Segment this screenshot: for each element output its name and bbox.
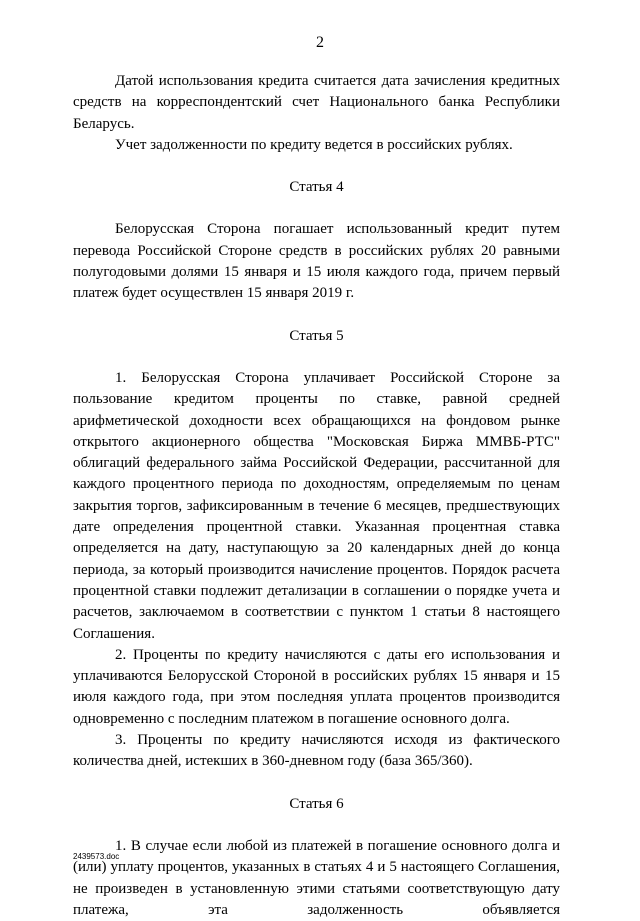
spacer: [73, 198, 560, 219]
article-6-heading: Статья 6: [289, 795, 344, 812]
spacer: [73, 156, 560, 177]
spacer: [73, 815, 560, 836]
paragraph-interest-rate: 1. Белорусская Сторона уплачивает Российской Стороне за пользование кредитом проценты по ставке, равной средней арифметической доходности всех обращающихся на фондовом рынке открытого акционерного общества "Московская Биржа ММВБ-РТС" облигаций федерального займа Российской Федерации, рассчитанной для каждого процентного периода по доходностям, определяемым по ценам закрытия торгов, зафиксированным в течение 6 месяцев, предшествующих дате определения процентной ставки. Указанная процентная ставка определяется на дату, наступающую за 20 календарных дней до конца периода, за который производится начисление процентов. Порядок расчета процентной ставки подлежит детализации в соглашении о порядке учета и расчетов, заключаемом в соответствии с пунктом 1 статьи 8 настоящего Соглашения.: [73, 369, 560, 642]
paragraph-overdue-payment: 1. В случае если любой из платежей в погашение основного долга и (или) уплату процентов, указанных в статьях 4 и 5 настоящего Соглашения, не произведен в установленную этими статьями соответствующую дату платежа, эта задолженность объявляется: [73, 837, 560, 918]
page-number: 2: [316, 34, 324, 51]
paragraph-debt-accounting: Учет задолженности по кредиту ведется в российских рублях.: [115, 136, 513, 153]
footer-document-code: 2439573.doc: [73, 852, 120, 861]
spacer: [73, 305, 560, 326]
paragraph-interest-accrual: 2. Проценты по кредиту начисляются с даты его использования и уплачиваются Белорусской Стороной в российских рублях 15 января и 15 июля каждого года, при этом последняя уплата процентов производится одновременно с последним платежом в погашение основного долга.: [73, 646, 560, 727]
paragraph-repayment: Белорусская Сторона погашает использованный кредит путем перевода Российской Стороне средств в российских рублях 20 равными полугодовыми долями 15 января и 15 июля каждого года, причем первый платеж будет осуществлен 15 января 2019 г.: [73, 221, 560, 302]
spacer: [73, 773, 560, 794]
paragraph-interest-days: 3. Проценты по кредиту начисляются исходя из фактического количества дней, истекших в 360-дневном году (база 365/360).: [73, 732, 560, 770]
paragraph-credit-usage-date: Датой использования кредита считается дата зачисления кредитных средств на корреспондентский счет Национального банка Республики Беларусь.: [73, 73, 560, 132]
document-body: [73, 71, 560, 921]
article-5-heading: Статья 5: [289, 327, 344, 344]
article-4-heading: Статья 4: [289, 179, 344, 196]
spacer: [73, 347, 560, 368]
